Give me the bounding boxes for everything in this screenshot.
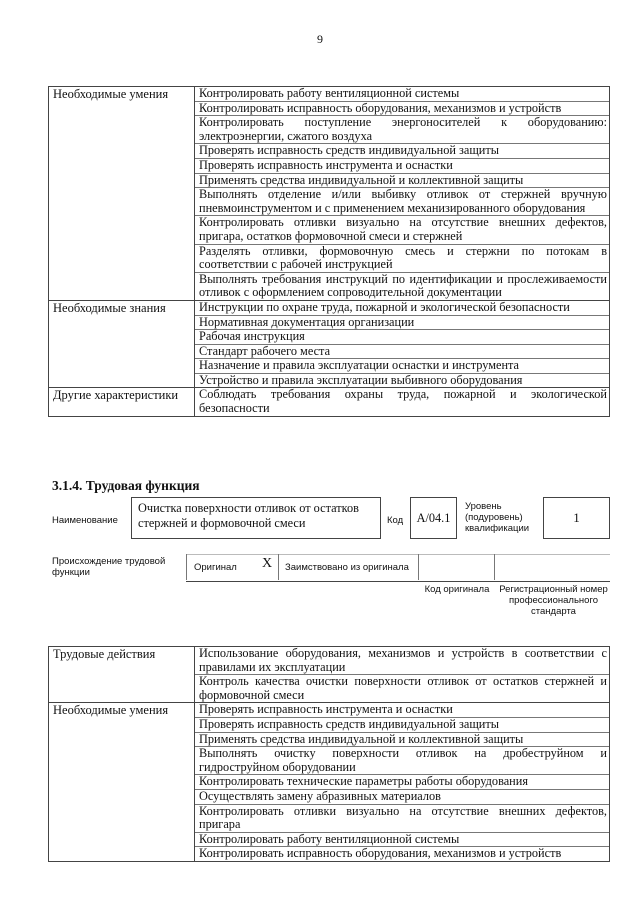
row-label: Необходимые умения (49, 703, 195, 862)
list-item: Выполнять требования инструкций по идентификации и прослеживаемости отливок с оформлением сопроводительной документации (199, 271, 607, 300)
function-name-value: Очистка поверхности отливок от остатков стержней и формовочной смеси (131, 497, 381, 539)
list-item: Контролировать технические параметры работы оборудования (195, 775, 609, 790)
list-item: Инструкции по охране труда, пожарной и экологической безопасности (195, 301, 609, 316)
list-item: Контролировать работу вентиляционной системы (195, 87, 609, 102)
level-value: 1 (543, 497, 610, 539)
borrowed-label: Заимствовано из оригинала (285, 562, 409, 573)
list-item: Осуществлять замену абразивных материалов (195, 790, 609, 805)
origin-label: Происхождение трудовой функции (52, 556, 166, 578)
origin-divider (278, 554, 279, 580)
row-label: Другие характеристики (49, 388, 195, 416)
code-label: Код (387, 515, 404, 526)
list-item: Стандарт рабочего места (195, 345, 609, 360)
list-item: Проверять исправность средств индивидуальной защиты (195, 144, 609, 159)
function-code-value: А/04.1 (410, 497, 457, 539)
list-item: Рабочая инструкция (195, 330, 609, 345)
origin-divider (494, 554, 495, 580)
name-label: Наименование (52, 515, 118, 526)
page-number: 9 (317, 32, 323, 46)
row-label: Необходимые знания (49, 300, 195, 388)
requirements-table-2 (48, 646, 610, 862)
list-item: Проверять исправность инструмента и оснастки (195, 159, 609, 174)
list-item: Назначение и правила эксплуатации оснастки и инструмента (195, 359, 609, 374)
table-row (49, 388, 610, 416)
list-item: Применять средства индивидуальной и коллективной защиты (195, 174, 609, 189)
list-item: Контролировать отливки визуально на отсутствие внешних дефектов, пригара (195, 805, 609, 833)
code-original-label: Код оригинала (424, 584, 490, 595)
row-items (195, 647, 610, 703)
list-item: Контролировать отливки визуально на отсутствие внешних дефектов, пригара, остатков формовочной смеси и стержней (195, 216, 609, 244)
list-item: Соблюдать требования охраны труда, пожарной и экологической безопасности (199, 387, 607, 416)
reg-number-label: Регистрационный номер профессионального стандарта (499, 584, 608, 617)
list-item: Проверять исправность средств индивидуальной защиты (195, 718, 609, 733)
section-heading: 3.1.4. Трудовая функция (52, 478, 200, 493)
list-item: Устройство и правила эксплуатации выбивного оборудования (199, 372, 523, 387)
list-item: Контролировать работу вентиляционной системы (195, 833, 609, 848)
requirements-table-1 (48, 86, 610, 417)
level-label: Уровень (подуровень) квалификации (465, 501, 530, 534)
table-row (49, 87, 610, 301)
original-label: Оригинал (194, 562, 237, 573)
table-row (49, 703, 610, 862)
table-row (49, 647, 610, 703)
row-label: Трудовые действия (49, 647, 195, 703)
list-item: Разделять отливки, формовочную смесь и стержни по потокам в соответствии с рабочей инструкцией (195, 245, 609, 273)
list-item: Нормативная документация организации (195, 316, 609, 331)
row-items (195, 388, 610, 416)
origin-divider (418, 554, 419, 580)
list-item: Использование оборудования, механизмов и устройств в соответствии с правилами их эксплуатации (195, 647, 609, 675)
row-items (195, 300, 610, 388)
list-item: Применять средства индивидуальной и коллективной защиты (195, 733, 609, 748)
list-item: Контролировать исправность оборудования, механизмов и устройств (195, 102, 609, 117)
table-row (49, 300, 610, 388)
list-item: Проверять исправность инструмента и оснастки (195, 703, 609, 718)
row-items (195, 703, 610, 862)
list-item: Контролировать поступление энергоносителей к оборудованию: электроэнергии, сжатого воздуха (195, 116, 609, 144)
list-item: Выполнять отделение и/или выбивку отливок от стержней вручную пневмоинструментом и с применением механизированного оборудования (195, 188, 609, 216)
original-mark: X (261, 556, 273, 571)
row-label: Необходимые умения (49, 87, 195, 301)
row-items (195, 87, 610, 301)
list-item: Контроль качества очистки поверхности отливок от остатков стержней и формовочной смеси (199, 674, 607, 702)
list-item: Контролировать исправность оборудования, механизмов и устройств (199, 846, 562, 861)
list-item: Выполнять очистку поверхности отливок на дробеструйном и гидроструйном оборудовании (195, 747, 609, 775)
